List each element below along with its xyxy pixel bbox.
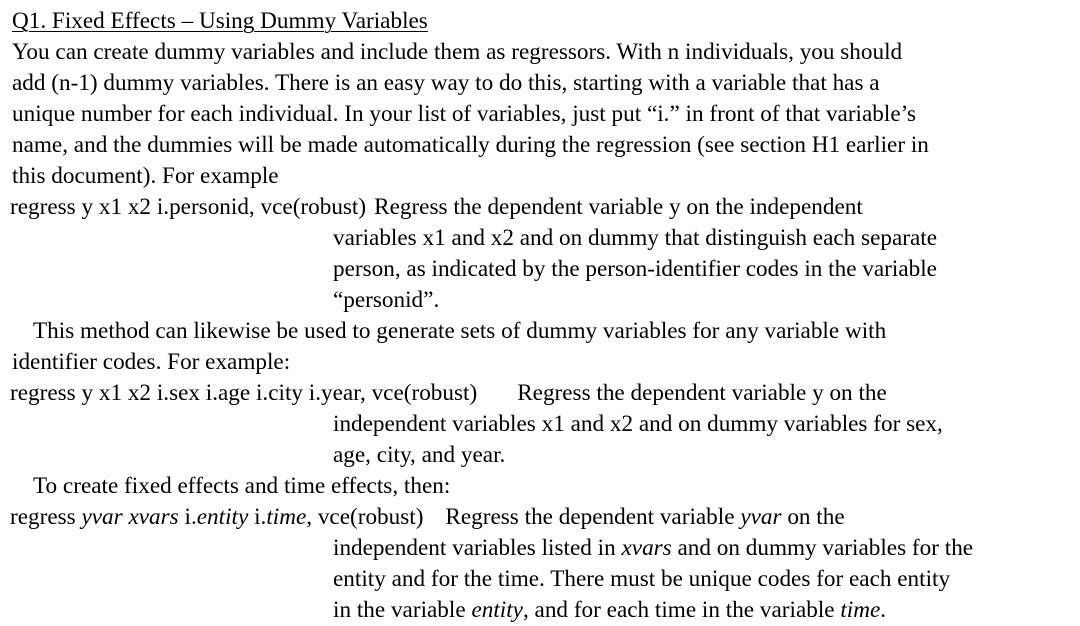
description-line: age, city, and year. bbox=[333, 442, 506, 468]
intro-line: add (n-1) dummy variables. There is an easy way to do this, starting with a variable that has a bbox=[12, 70, 880, 96]
example-fixed-effects bbox=[12, 502, 1080, 626]
command-text: regress yvar xvars i.entity i.time, vce(robust) bbox=[10, 504, 424, 530]
description-line: independent variables x1 and x2 and on dummy variables for sex, bbox=[333, 411, 943, 437]
paragraph-fixed-effects: To create fixed effects and time effects, then: bbox=[33, 473, 451, 499]
example-row bbox=[10, 502, 1080, 533]
description-line: independent variables listed in xvars and on dummy variables for the bbox=[333, 535, 974, 561]
description-line: entity and for the time. There must be unique codes for each entity bbox=[333, 566, 951, 592]
intro-paragraph bbox=[12, 37, 1080, 192]
example-row bbox=[10, 378, 1080, 409]
command-text: regress y x1 x2 i.personid, vce(robust) bbox=[10, 194, 367, 220]
command-text: regress y x1 x2 i.sex i.age i.city i.year, vce(robust) bbox=[10, 380, 478, 406]
intro-line: You can create dummy variables and include them as regressors. With n individuals, you should bbox=[12, 39, 903, 65]
example-sets bbox=[12, 378, 1080, 471]
example-row bbox=[10, 192, 1080, 223]
paragraph-line: This method can likewise be used to generate sets of dummy variables for any variable with bbox=[33, 318, 887, 344]
paragraph-likewise bbox=[12, 316, 1080, 378]
description-line: variables x1 and x2 and on dummy that distinguish each separate bbox=[333, 225, 938, 251]
section-title: Q1. Fixed Effects – Using Dummy Variables bbox=[12, 8, 428, 34]
description-line: “personid”. bbox=[333, 287, 440, 313]
intro-line: unique number for each individual. In your list of variables, just put “i.” in front of that variable’s bbox=[12, 101, 917, 127]
intro-line: this document). For example bbox=[12, 163, 279, 189]
example-personid bbox=[12, 192, 1080, 316]
description-line: in the variable entity, and for each time in the variable time. bbox=[333, 597, 887, 623]
command-description: Regress the dependent variable y on the bbox=[517, 380, 887, 406]
paragraph-line: identifier codes. For example: bbox=[12, 349, 291, 375]
command-description: Regress the dependent variable y on the independent bbox=[374, 194, 863, 220]
description-line: person, as indicated by the person-identifier codes in the variable bbox=[333, 256, 937, 282]
intro-line: name, and the dummies will be made automatically during the regression (see section H1 earlier in bbox=[12, 132, 929, 158]
command-description: Regress the dependent variable yvar on the bbox=[445, 504, 845, 530]
